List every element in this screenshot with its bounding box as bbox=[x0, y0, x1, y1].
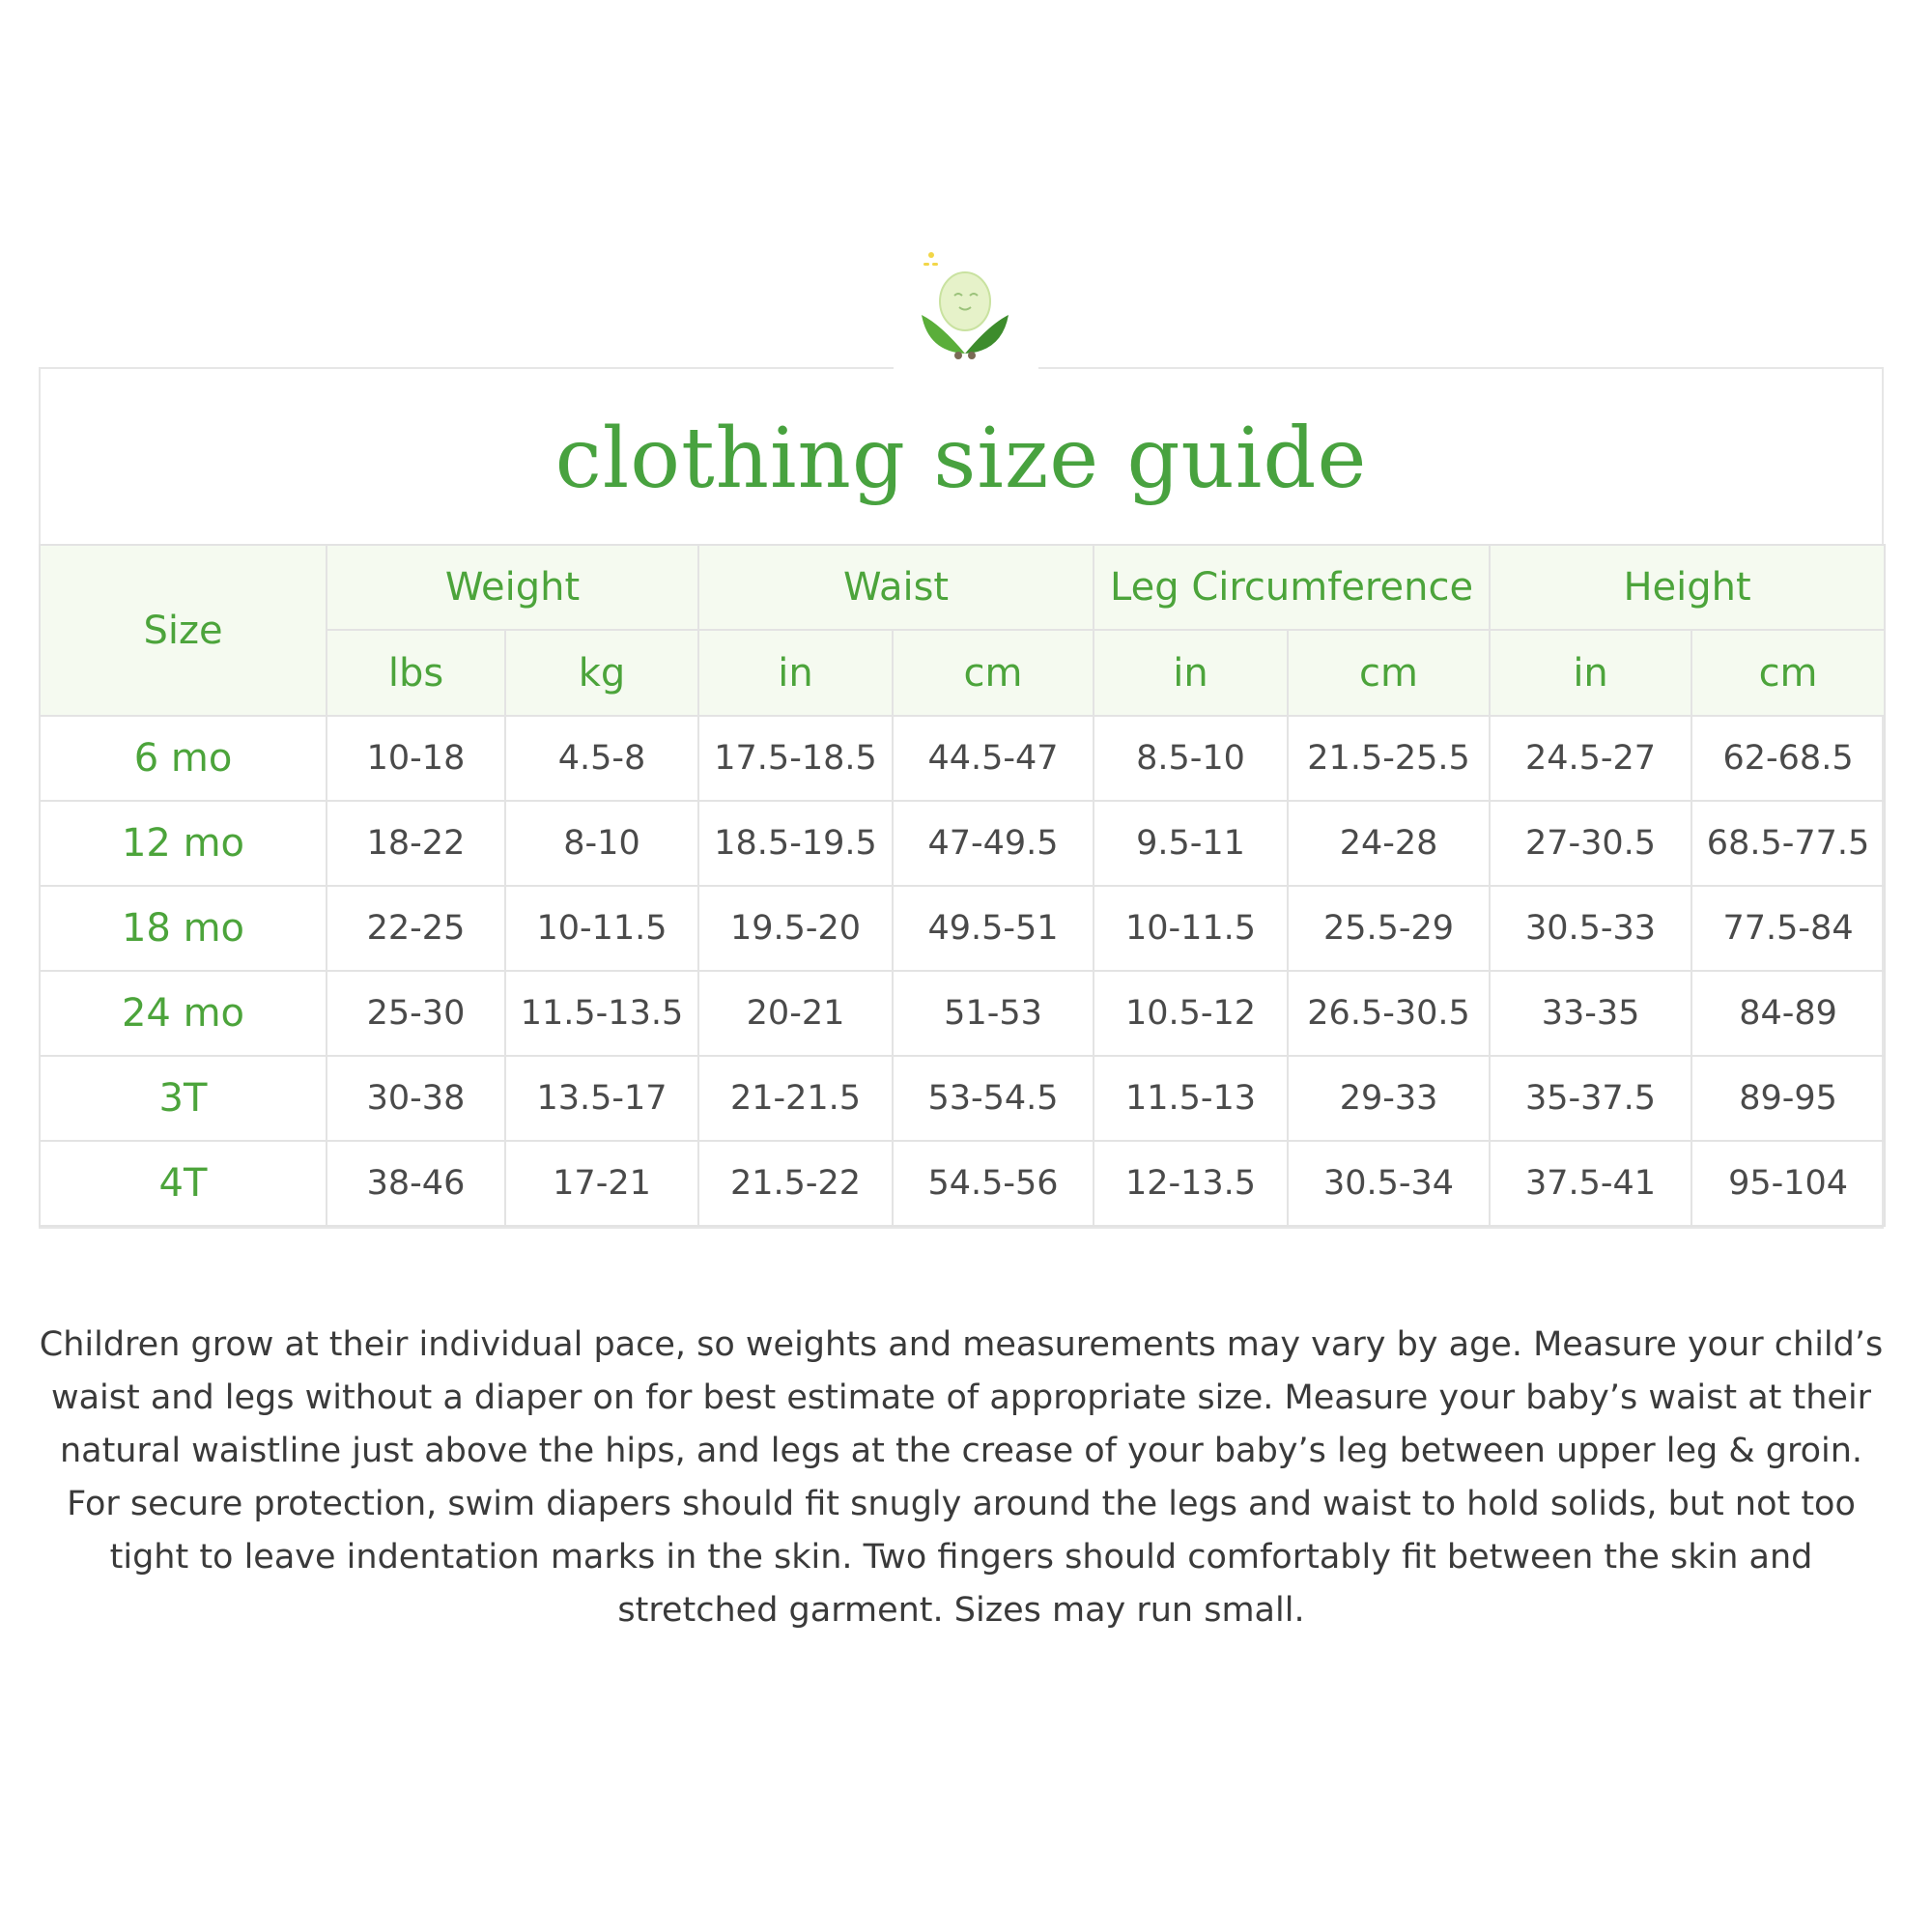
measurement-cell: 8.5-10 bbox=[1094, 716, 1288, 801]
size-cell: 3T bbox=[40, 1056, 327, 1141]
table-row bbox=[40, 1056, 1885, 1141]
measurement-cell: 35-37.5 bbox=[1490, 1056, 1691, 1141]
frame-gap bbox=[894, 361, 1038, 375]
measurement-cell: 30-38 bbox=[327, 1056, 505, 1141]
measurement-cell: 49.5-51 bbox=[893, 886, 1094, 971]
measurement-cell: 25-30 bbox=[327, 971, 505, 1056]
measurement-cell: 18.5-19.5 bbox=[698, 801, 893, 886]
measurement-cell: 77.5-84 bbox=[1691, 886, 1885, 971]
measurement-cell: 21.5-25.5 bbox=[1288, 716, 1490, 801]
measurement-cell: 95-104 bbox=[1691, 1141, 1885, 1226]
measurement-cell: 24.5-27 bbox=[1490, 716, 1691, 801]
leg-in-header: in bbox=[1094, 630, 1288, 716]
size-table bbox=[39, 544, 1886, 1227]
measurement-cell: 51-53 bbox=[893, 971, 1094, 1056]
size-cell: 4T bbox=[40, 1141, 327, 1226]
page-title: clothing size guide bbox=[554, 411, 1368, 507]
measurement-cell: 10.5-12 bbox=[1094, 971, 1288, 1056]
measurement-cell: 62-68.5 bbox=[1691, 716, 1885, 801]
measurement-cell: 12-13.5 bbox=[1094, 1141, 1288, 1226]
measurement-cell: 54.5-56 bbox=[893, 1141, 1094, 1226]
table-row bbox=[40, 971, 1885, 1056]
measurement-cell: 10-18 bbox=[327, 716, 505, 801]
measurement-cell: 18-22 bbox=[327, 801, 505, 886]
table-row bbox=[40, 886, 1885, 971]
measurement-cell: 27-30.5 bbox=[1490, 801, 1691, 886]
measurement-cell: 44.5-47 bbox=[893, 716, 1094, 801]
table-row bbox=[40, 716, 1885, 801]
waist-cm-header: cm bbox=[893, 630, 1094, 716]
weight-kg-header: kg bbox=[505, 630, 698, 716]
size-cell: 24 mo bbox=[40, 971, 327, 1056]
measurement-cell: 8-10 bbox=[505, 801, 698, 886]
size-cell: 6 mo bbox=[40, 716, 327, 801]
measurement-cell: 4.5-8 bbox=[505, 716, 698, 801]
measurement-cell: 25.5-29 bbox=[1288, 886, 1490, 971]
measurement-cell: 22-25 bbox=[327, 886, 505, 971]
measurement-cell: 89-95 bbox=[1691, 1056, 1885, 1141]
measurement-cell: 20-21 bbox=[698, 971, 893, 1056]
leg-cm-header: cm bbox=[1288, 630, 1490, 716]
measurement-cell: 9.5-11 bbox=[1094, 801, 1288, 886]
measurement-cell: 21-21.5 bbox=[698, 1056, 893, 1141]
measurement-cell: 33-35 bbox=[1490, 971, 1691, 1056]
measurement-cell: 29-33 bbox=[1288, 1056, 1490, 1141]
height-cm-header: cm bbox=[1691, 630, 1885, 716]
measurement-cell: 13.5-17 bbox=[505, 1056, 698, 1141]
size-cell: 12 mo bbox=[40, 801, 327, 886]
measurement-cell: 68.5-77.5 bbox=[1691, 801, 1885, 886]
sizing-note: Children grow at their individual pace, so weights and measurements may vary by age. Measure your child’s waist and legs without a diaper on for best estimate of appropriate size. Measure your baby’s waist at their natural waistline just above the hips, and legs at the crease of your baby’s leg between upper leg & groin. For secure protection, swim diapers should fit snugly around the legs and waist to hold solids, but not too tight to leave indentation marks in the skin. Two fingers should comfortably fit between the skin and stretched garment. Sizes may run small. bbox=[39, 1325, 1884, 1630]
measurement-cell: 38-46 bbox=[327, 1141, 505, 1226]
measurement-cell: 11.5-13.5 bbox=[505, 971, 698, 1056]
table-body bbox=[40, 716, 1885, 1226]
weight-group-header: Weight bbox=[327, 545, 698, 630]
measurement-cell: 19.5-20 bbox=[698, 886, 893, 971]
measurement-cell: 24-28 bbox=[1288, 801, 1490, 886]
measurement-cell: 10-11.5 bbox=[505, 886, 698, 971]
measurement-cell: 84-89 bbox=[1691, 971, 1885, 1056]
waist-in-header: in bbox=[698, 630, 893, 716]
sprout-pea-mascot-icon bbox=[912, 245, 1018, 361]
measurement-cell: 53-54.5 bbox=[893, 1056, 1094, 1141]
weight-lbs-header: lbs bbox=[327, 630, 505, 716]
measurement-cell: 11.5-13 bbox=[1094, 1056, 1288, 1141]
measurement-cell: 30.5-33 bbox=[1490, 886, 1691, 971]
table-row bbox=[40, 1141, 1885, 1226]
table-group-header-row bbox=[40, 545, 1885, 630]
measurement-cell: 17.5-18.5 bbox=[698, 716, 893, 801]
sparkle-icon bbox=[923, 252, 938, 266]
waist-group-header: Waist bbox=[698, 545, 1094, 630]
size-cell: 18 mo bbox=[40, 886, 327, 971]
height-in-header: in bbox=[1490, 630, 1691, 716]
measurement-cell: 21.5-22 bbox=[698, 1141, 893, 1226]
measurement-cell: 47-49.5 bbox=[893, 801, 1094, 886]
table-row bbox=[40, 801, 1885, 886]
leg-circumference-group-header: Leg Circumference bbox=[1094, 545, 1490, 630]
measurement-cell: 37.5-41 bbox=[1490, 1141, 1691, 1226]
measurement-cell: 17-21 bbox=[505, 1141, 698, 1226]
measurement-cell: 10-11.5 bbox=[1094, 886, 1288, 971]
height-group-header: Height bbox=[1490, 545, 1885, 630]
measurement-cell: 26.5-30.5 bbox=[1288, 971, 1490, 1056]
measurement-cell: 30.5-34 bbox=[1288, 1141, 1490, 1226]
size-column-header: Size bbox=[40, 545, 327, 716]
